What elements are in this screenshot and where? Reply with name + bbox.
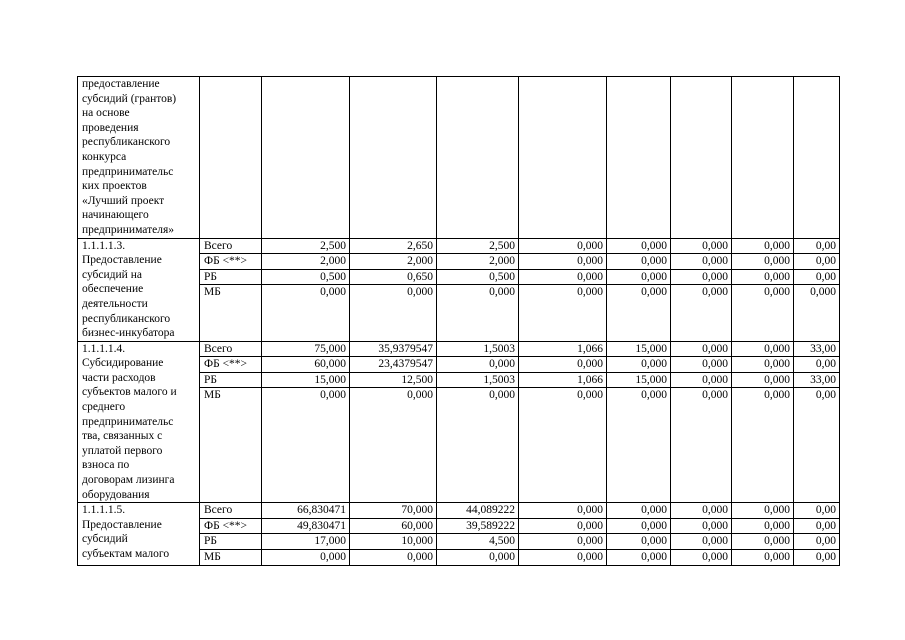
- funding-source: Всего: [200, 503, 262, 519]
- value-cell: 0,000: [607, 285, 671, 341]
- description-line: предоставление: [82, 78, 160, 90]
- value-cell: 15,000: [607, 372, 671, 388]
- description-line: ких проектов: [82, 180, 147, 193]
- value-cell: 1,066: [519, 372, 607, 388]
- value-cell: 0,000: [732, 550, 794, 566]
- funding-source: РБ: [200, 372, 262, 388]
- value-cell: 0,000: [519, 550, 607, 566]
- value-cell: 0,000: [519, 285, 607, 341]
- description-line: республиканского: [82, 136, 171, 149]
- description-line: договорам лизинга: [82, 474, 175, 487]
- value-cell: 0,000: [671, 238, 732, 254]
- value-cell: 0,000: [519, 503, 607, 519]
- empty-cell: [200, 77, 262, 239]
- description-line: на основе: [82, 107, 130, 120]
- empty-cell: [519, 77, 607, 239]
- table-row: [78, 341, 840, 357]
- description-line: Субсидирование: [82, 357, 164, 370]
- value-cell: 0,000: [437, 285, 519, 341]
- value-cell: 0,000: [732, 388, 794, 503]
- value-cell: 0,000: [671, 254, 732, 270]
- value-cell: 1,5003: [437, 372, 519, 388]
- description-line: тва, связанных с: [82, 430, 163, 443]
- value-cell: 0,000: [732, 238, 794, 254]
- value-cell: 2,000: [437, 254, 519, 270]
- description-line: 1.1.1.1.4.: [82, 342, 126, 355]
- table-row: [78, 503, 840, 519]
- description-line: начинающего: [82, 209, 149, 222]
- value-cell: 60,000: [350, 518, 437, 534]
- value-cell: 0,00: [794, 269, 840, 285]
- value-cell: 33,00: [794, 341, 840, 357]
- value-cell: 0,000: [732, 534, 794, 550]
- value-cell: 0,000: [607, 269, 671, 285]
- empty-cell: [671, 77, 732, 239]
- value-cell: 0,000: [671, 269, 732, 285]
- description-line: республиканского: [82, 312, 171, 325]
- empty-cell: [437, 77, 519, 239]
- description-line: оборудования: [82, 488, 150, 501]
- value-cell: 17,000: [262, 534, 350, 550]
- item-description: [78, 341, 200, 503]
- item-description: [78, 77, 200, 239]
- description-line: конкурса: [82, 150, 127, 163]
- table-body: [78, 77, 840, 566]
- description-line: части расходов: [82, 371, 156, 384]
- description-line: субъектов малого и: [82, 386, 177, 399]
- value-cell: 0,000: [437, 388, 519, 503]
- table-row-continuation: [78, 77, 840, 239]
- budget-table: [77, 76, 840, 566]
- description-line: субъектам малого: [82, 548, 170, 560]
- value-cell: 0,000: [350, 550, 437, 566]
- value-cell: 0,000: [607, 550, 671, 566]
- value-cell: 0,000: [671, 388, 732, 503]
- value-cell: 49,830471: [262, 518, 350, 534]
- item-description: [78, 238, 200, 341]
- funding-source: МБ: [200, 550, 262, 566]
- funding-source: РБ: [200, 534, 262, 550]
- description-line: Предоставление: [82, 254, 162, 267]
- value-cell: 0,000: [607, 388, 671, 503]
- description-line: деятельности: [82, 297, 148, 310]
- value-cell: 70,000: [350, 503, 437, 519]
- value-cell: 0,000: [794, 285, 840, 341]
- description-line: субсидий (грантов): [82, 92, 177, 105]
- empty-cell: [794, 77, 840, 239]
- value-cell: 0,00: [794, 388, 840, 503]
- value-cell: 0,000: [607, 254, 671, 270]
- value-cell: 0,00: [794, 254, 840, 270]
- value-cell: 2,500: [262, 238, 350, 254]
- value-cell: 0,000: [671, 341, 732, 357]
- value-cell: 10,000: [350, 534, 437, 550]
- value-cell: 0,000: [519, 388, 607, 503]
- value-cell: 0,000: [607, 534, 671, 550]
- funding-source: ФБ <**>: [200, 254, 262, 270]
- value-cell: 35,9379547: [350, 341, 437, 357]
- description-line: 1.1.1.1.3.: [82, 239, 126, 252]
- value-cell: 0,000: [607, 518, 671, 534]
- value-cell: 15,000: [262, 372, 350, 388]
- value-cell: 12,500: [350, 372, 437, 388]
- empty-cell: [607, 77, 671, 239]
- value-cell: 23,4379547: [350, 357, 437, 373]
- empty-cell: [350, 77, 437, 239]
- value-cell: 0,000: [732, 341, 794, 357]
- description-line: обеспечение: [82, 283, 144, 296]
- funding-source: ФБ <**>: [200, 357, 262, 373]
- value-cell: 44,089222: [437, 503, 519, 519]
- funding-source: Всего: [200, 238, 262, 254]
- value-cell: 0,000: [437, 357, 519, 373]
- description-line: Предоставление: [82, 518, 162, 531]
- description-line: предпринимательс: [82, 415, 174, 428]
- item-description: [78, 503, 200, 565]
- value-cell: 0,000: [732, 503, 794, 519]
- value-cell: 0,000: [732, 518, 794, 534]
- value-cell: 4,500: [437, 534, 519, 550]
- funding-source: МБ: [200, 285, 262, 341]
- value-cell: 60,000: [262, 357, 350, 373]
- value-cell: 0,000: [519, 534, 607, 550]
- value-cell: 2,000: [262, 254, 350, 270]
- funding-source: ФБ <**>: [200, 518, 262, 534]
- value-cell: 0,000: [262, 285, 350, 341]
- value-cell: 15,000: [607, 341, 671, 357]
- description-line: предпринимателя»: [82, 223, 174, 236]
- value-cell: 0,500: [437, 269, 519, 285]
- table-row: [78, 238, 840, 254]
- description-line: проведения: [82, 121, 139, 134]
- value-cell: 1,066: [519, 341, 607, 357]
- value-cell: 0,00: [794, 550, 840, 566]
- empty-cell: [262, 77, 350, 239]
- value-cell: 0,000: [671, 518, 732, 534]
- value-cell: 0,000: [607, 357, 671, 373]
- description-line: «Лучший проект: [82, 194, 165, 207]
- funding-source: МБ: [200, 388, 262, 503]
- value-cell: 0,000: [519, 518, 607, 534]
- value-cell: 0,00: [794, 238, 840, 254]
- value-cell: 0,000: [671, 372, 732, 388]
- value-cell: 0,000: [671, 534, 732, 550]
- empty-cell: [732, 77, 794, 239]
- value-cell: 0,00: [794, 357, 840, 373]
- description-line: бизнес-инкубатора: [82, 327, 175, 340]
- value-cell: 0,000: [437, 550, 519, 566]
- value-cell: 2,500: [437, 238, 519, 254]
- value-cell: 0,000: [262, 550, 350, 566]
- description-line: предпринимательс: [82, 165, 174, 178]
- value-cell: 1,5003: [437, 341, 519, 357]
- funding-source: Всего: [200, 341, 262, 357]
- value-cell: 33,00: [794, 372, 840, 388]
- value-cell: 0,00: [794, 534, 840, 550]
- value-cell: 39,589222: [437, 518, 519, 534]
- value-cell: 0,000: [607, 238, 671, 254]
- description-line: 1.1.1.1.5.: [82, 504, 126, 517]
- value-cell: 0,000: [350, 388, 437, 503]
- value-cell: 0,000: [607, 503, 671, 519]
- description-line: взноса по: [82, 459, 130, 472]
- value-cell: 0,000: [732, 357, 794, 373]
- value-cell: 0,000: [671, 503, 732, 519]
- description-line: субсидий: [82, 533, 128, 546]
- value-cell: 0,650: [350, 269, 437, 285]
- value-cell: 0,000: [732, 372, 794, 388]
- value-cell: 0,500: [262, 269, 350, 285]
- value-cell: 0,000: [732, 269, 794, 285]
- value-cell: 0,000: [519, 357, 607, 373]
- description-line: среднего: [82, 401, 126, 414]
- value-cell: 0,000: [262, 388, 350, 503]
- value-cell: 0,000: [732, 285, 794, 341]
- value-cell: 66,830471: [262, 503, 350, 519]
- funding-source: РБ: [200, 269, 262, 285]
- value-cell: 0,000: [732, 254, 794, 270]
- value-cell: 0,000: [671, 357, 732, 373]
- value-cell: 0,00: [794, 503, 840, 519]
- value-cell: 0,000: [671, 550, 732, 566]
- value-cell: 0,000: [350, 285, 437, 341]
- value-cell: 0,000: [519, 269, 607, 285]
- value-cell: 0,000: [671, 285, 732, 341]
- value-cell: 0,000: [519, 238, 607, 254]
- description-line: уплатой первого: [82, 444, 163, 457]
- value-cell: 2,650: [350, 238, 437, 254]
- value-cell: 2,000: [350, 254, 437, 270]
- value-cell: 0,00: [794, 518, 840, 534]
- value-cell: 0,000: [519, 254, 607, 270]
- description-line: субсидий на: [82, 268, 142, 281]
- value-cell: 75,000: [262, 341, 350, 357]
